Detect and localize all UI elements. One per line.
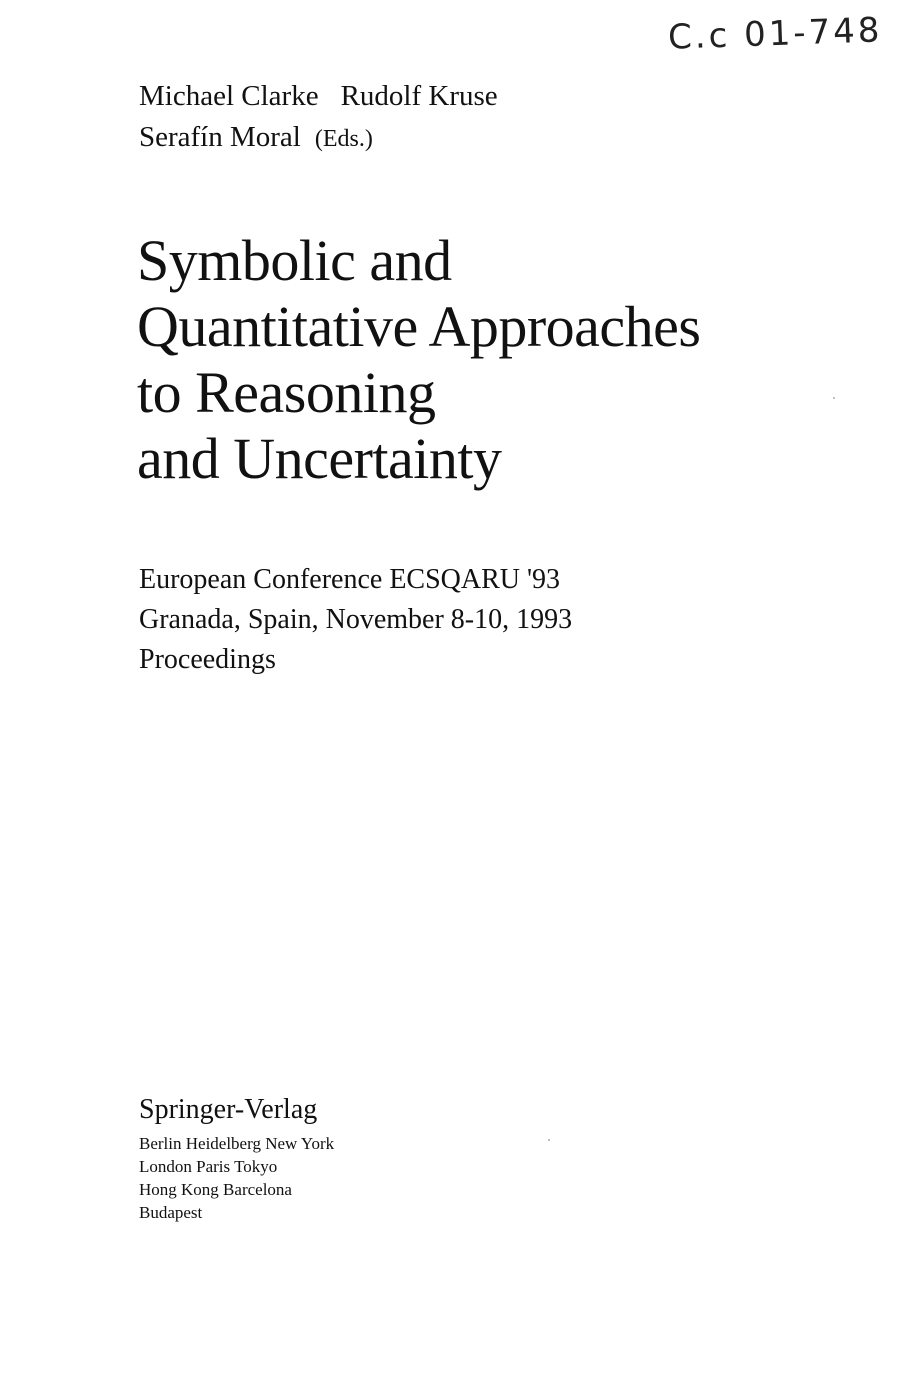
book-title	[137, 228, 701, 492]
scan-speck	[833, 397, 835, 399]
editors-block	[139, 76, 498, 160]
publisher-block	[139, 1090, 334, 1224]
publisher-name: Springer-Verlag	[139, 1094, 318, 1125]
editor-name: Michael Clarke	[139, 80, 319, 112]
conference-info	[139, 560, 572, 680]
editors-line-2	[139, 117, 498, 160]
scan-speck	[548, 1139, 550, 1141]
city-line: London Paris Tokyo	[139, 1157, 278, 1176]
title-line: Symbolic and	[137, 228, 452, 293]
conference-proceedings-label: Proceedings	[139, 644, 276, 675]
editor-name: Rudolf Kruse	[340, 80, 498, 112]
title-line: and Uncertainty	[137, 426, 502, 491]
city-line: Berlin Heidelberg New York	[139, 1134, 335, 1153]
title-line: to Reasoning	[137, 360, 436, 425]
city-line: Hong Kong Barcelona	[139, 1180, 292, 1199]
title-line: Quantitative Approaches	[137, 294, 701, 359]
editor-name: Serafín Moral	[139, 121, 301, 153]
conference-name: European Conference ECSQARU '93	[139, 564, 561, 595]
handwritten-call-number: C.c 01-748	[667, 10, 884, 58]
eds-label: (Eds.)	[314, 126, 373, 152]
city-line: Budapest	[139, 1203, 203, 1222]
publisher-cities	[139, 1132, 334, 1224]
conference-location-date: Granada, Spain, November 8-10, 1993	[139, 604, 573, 635]
editors-line-1	[139, 76, 498, 117]
